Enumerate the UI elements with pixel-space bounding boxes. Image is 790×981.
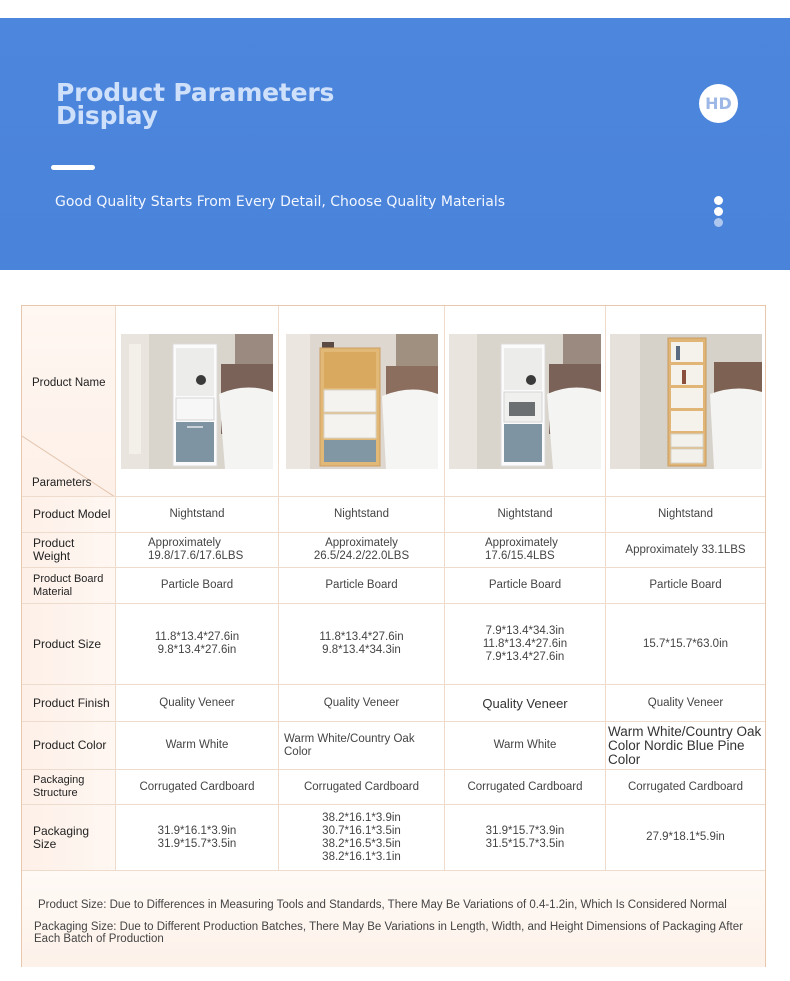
table-cell: 31.9*16.1*3.9in 31.9*15.7*3.5in [115,805,278,870]
table-row [22,604,765,685]
table-cell: 7.9*13.4*34.3in 11.8*13.4*27.6in 7.9*13.4*27.6in [444,604,605,684]
table-cell: Particle Board [605,568,765,603]
size-note: Product Size: Due to Differences in Measuring Tools and Standards, There May Be Variations of 0.4-1.2in, Which Is Considered Normal [38,899,727,911]
table-cell: Warm White/Country Oak Color Nordic Blue Pine Color [605,722,765,769]
row-label: Product Finish [22,685,115,721]
dot-1 [714,196,723,205]
dot-3 [714,218,723,227]
nightstand-image-2 [286,334,438,469]
table-notes [22,871,765,967]
table-cell: Quality Veneer [278,685,444,721]
table-cell: Nightstand [444,497,605,532]
nightstand-image-4 [610,334,762,469]
title-underline [51,165,95,170]
table-header-row [22,306,765,497]
header-product-name: Product Name [32,377,106,389]
table-cell: Approximately 19.8/17.6/17.6LBS [115,533,278,567]
table-cell: Approximately 26.5/24.2/22.0LBS [278,533,444,567]
table-cell: 11.8*13.4*27.6in 9.8*13.4*27.6in [115,604,278,684]
row-label: Product Board Material [22,568,115,603]
table-cell: 38.2*16.1*3.9in 30.7*16.1*3.5in 38.2*16.5*3.5in 38.2*16.1*3.1in [278,805,444,870]
table-row [22,770,765,805]
product-image-3 [444,306,605,496]
table-cell: Corrugated Cardboard [605,770,765,804]
table-cell: Particle Board [278,568,444,603]
row-label: Product Model [22,497,115,532]
header-banner [0,18,790,270]
table-row [22,722,765,770]
row-label: Packaging Structure [22,770,115,804]
table-cell: Nightstand [115,497,278,532]
table-row [22,685,765,722]
table-row [22,497,765,533]
table-cell: Quality Veneer [605,685,765,721]
table-cell: Approximately 17.6/15.4LBS [444,533,605,567]
dot-2 [714,207,723,216]
packaging-note: Packaging Size: Due to Different Production Batches, There May Be Variations in Length, Width, and Height Dimensions of Packaging After Each Batch of Production [34,921,743,945]
row-label: Product Weight [22,533,115,567]
product-image-4 [605,306,765,496]
table-cell: Warm White [115,722,278,769]
nightstand-image-3 [449,334,601,469]
table-cell: 31.9*15.7*3.9in 31.5*15.7*3.5in [444,805,605,870]
row-label: Product Size [22,604,115,684]
table-cell: Approximately 33.1LBS [605,533,765,567]
diagonal-divider [22,306,115,496]
table-cell: Quality Veneer [444,685,605,721]
product-image-2 [278,306,444,496]
row-label: Product Color [22,722,115,769]
header-parameters: Parameters [32,477,92,489]
table-cell: Nightstand [605,497,765,532]
table-cell: Corrugated Cardboard [444,770,605,804]
page-title [56,78,356,130]
more-dots-icon [714,196,724,229]
table-cell: Corrugated Cardboard [278,770,444,804]
table-cell: Corrugated Cardboard [115,770,278,804]
page-title-line-2: Display [56,101,158,130]
product-image-1 [115,306,278,496]
table-cell: Nightstand [278,497,444,532]
table-row [22,805,765,871]
table-cell: Warm White [444,722,605,769]
table-cell: 11.8*13.4*27.6in 9.8*13.4*34.3in [278,604,444,684]
header-corner-cell [22,306,115,496]
hd-badge: HD [699,84,738,123]
table-cell: 27.9*18.1*5.9in [605,805,765,870]
row-label: Packaging Size [22,805,115,870]
banner-subtitle: Good Quality Starts From Every Detail, Choose Quality Materials [55,194,506,210]
table-row [22,533,765,568]
table-cell: Particle Board [444,568,605,603]
table-cell: Warm White/Country Oak Color [278,722,444,769]
table-cell: 15.7*15.7*63.0in [605,604,765,684]
table-row [22,568,765,604]
table-cell: Particle Board [115,568,278,603]
parameters-table [21,305,766,967]
table-cell: Quality Veneer [115,685,278,721]
page-title-line-1: Product Parameters [56,78,335,107]
nightstand-image-1 [121,334,273,469]
